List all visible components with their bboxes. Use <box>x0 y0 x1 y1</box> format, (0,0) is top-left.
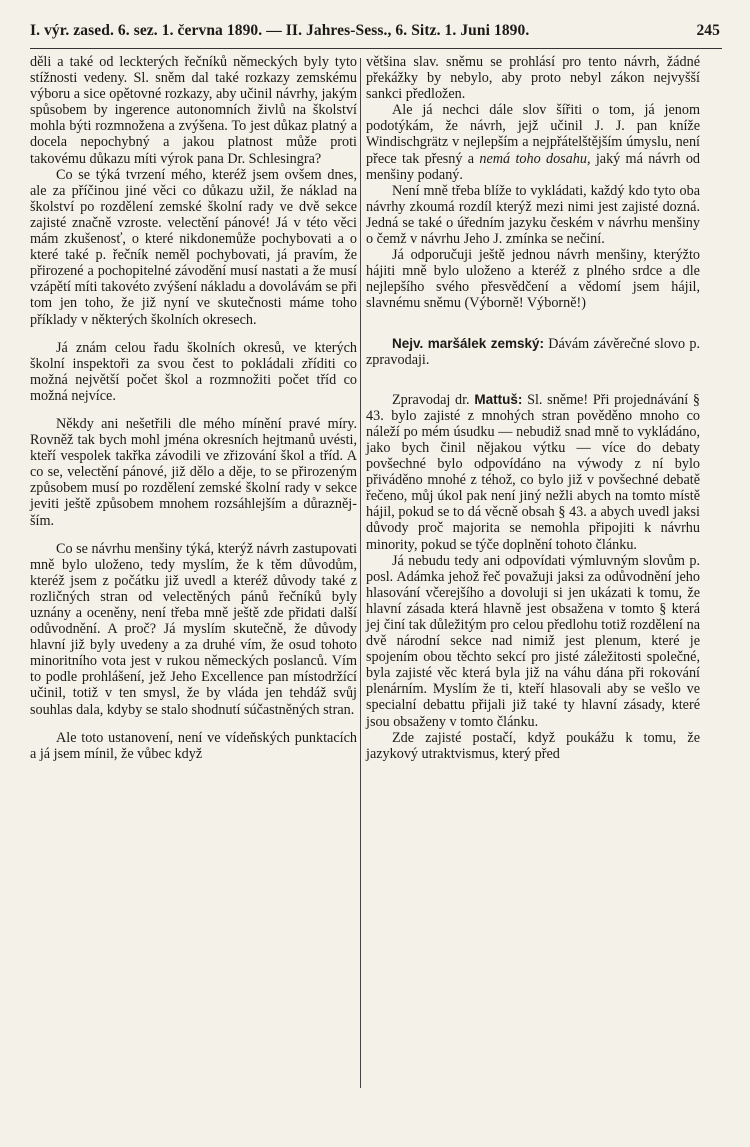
paragraph <box>366 102 700 182</box>
paragraph: Není mně třeba blíže to vykládati, každý kdo tyto oba návrhy zkoumá rozdíl kterýž mezi nimi jest zajisté dozná. Jedná se také o úředním jazyku českém v návrhu menšiny o čemž v návrhu Jeho J. zmínka se nečiní. <box>366 182 700 248</box>
paragraph: Já nebudu tedy ani odpovídati výmluvným slovům p. posl. Adámka jehož řeč považuji jaksi za odůvodnění jeho hlasování včerejšího a dovoluji si jen ukázati k tomu, že hlavní zásada která hlavně jest obsažena v tomto § která jej činí tak důležitým pro celou předlohu totiž rozdělení na dvě národní sekce nad nimiž jest plenum, které je spojením obou těchto sekcí pro jisté záležitosti společné, byla zajisté věc která byla již na váhu dána při rokování plenárním. Myslím že ti, kteří hlasovali aby se vešlo ve specialní debattu přijali již také ty hlavní zásady, které jsou obsaženy v tomto článku. <box>366 552 700 730</box>
speech-text: Dávám závěrečné slovo p. zpravodaji. <box>366 335 700 368</box>
speaker-name: Nejv. maršálek zemský: <box>392 335 544 351</box>
speech-text: Sl. sněme! Při projednávání § 43. bylo zajisté z mnohých stran pověděno mnoho co náleží po mém úsudku — nebudiž snad mně to vykládáno, jako bych činil nějakou výtku — více do debaty povšechné bylo odpovídáno na výwody z ní bylo přiváděno mnohé z téhož, co bylo již v povšechné debatě řečeno, můj úkol pak není jiný nežli abych na tomto místě hájil, pokud se to dá věcně obsah § 43. a abych uvedl jaksi důvody proč majorita se nemohla připojiti k návrhu minority, pokud se týče doplnění tohoto článku. <box>366 391 701 553</box>
paragraph: Já odporučuji ještě jednou návrh menšiny, kterýžto hájiti mně bylo uloženo a kteréž z plného srdce a dle nejlepšího svého přesvědčení a vědomí jsem hájil, slavnému sněmu (Výborně! Výborně!) <box>366 247 700 312</box>
left-column <box>30 54 357 762</box>
paragraph: Někdy ani nešetřili dle mého mínění pravé míry. Rovněž tak bych mohl jména okresních hejtmanů uvésti, kteří vespolek takřka závodili ve zřizování škol a tříd. A co se, velectění pánové, již dělo a děje, to se přirozeným způsobem musí po rozdělení zemské školní rady v sekce jeviti ještě způsobem mnohem rozsáhlejším a důraznějším. <box>30 415 357 529</box>
paragraph: Co se návrhu menšiny týká, kterýž návrh zastupovati mně bylo uloženo, tedy myslím, že k těm důvodům, kteréž jsem z počátku již uvedl a kteréž důvody také z rozličných stran od velectěných pánů řečníků byly uznány a oceněny, není třeba mně ještě zde přidati další odůvodnění. A proč? Já myslím skutečně, že důvody hlavní již byly uvedeny a za druhé vím, že osud tohoto minoritního vota jest v rukou německých poslanců. Vím to podle prohlášení, jež Jeho Excellence pan místodržící učinil, totiž v ten smysl, že by vláda jen tehdáž svůj souhlas dala, kdyby se stalo shodnutí súčastněných stran. <box>30 540 358 718</box>
column-divider <box>360 58 361 1088</box>
paragraph: Zde zajisté postačí, když poukážu k tomu, že jazykový utraktvismus, který před <box>366 729 700 762</box>
paragraph-text: Ale já nechci dále slov šířiti o tom, já jenom podotýkám, že návrh, jejž učinil J. J. pan kníže Windischgrätz v nejlepším a nejpřátelštějším úmyslu, není přece tak přesný a <box>366 102 700 167</box>
header-rule <box>30 48 722 49</box>
paragraph: Já znám celou řadu školních okresů, ve kterých školní inspektoři za svou čest to pokládali zříditi co možná největší počet škol a rozmnožiti počet tříd co možná nejvíce. <box>30 339 357 404</box>
speaker-title: Zpravodaj dr. <box>392 391 470 408</box>
right-column <box>366 54 700 762</box>
paragraph: děli a také od leckterých řečníků německých byly tyto stížnosti vedeny. Sl. sněm dal také rozkazy zemskému výboru a sice opětovné rozkazy, aby učinil návrhy, jakým spůsobem by ingerence autonomních živlů na školství mohla býti rozmnožena a zvýšena. To jest důkaz platný a docela nepochybný a jakou platnost může proti takovému důkazu míti výrok pana Dr. Schlesingra? <box>30 54 357 167</box>
speech-marshal <box>366 336 700 368</box>
paragraph-text: jaký má návrh od menšiny podaný. <box>366 150 701 183</box>
speech-rapporteur <box>366 392 700 553</box>
paragraph: většina slav. sněmu se prohlásí pro tento návrh, žádné překážky by nebylo, aby proto nebyl zákon nejvyšší sankci předložen. <box>366 54 700 103</box>
speaker-name: Mattuš: <box>474 391 523 407</box>
paragraph: Co se týká tvrzení mého, kteréž jsem ovšem dnes, ale za příčinou jiné věci co důkazu užil, že náklad na školství po rozdělení zemské školní rady ve dvě sekce zajisté značně vzroste. velectění pánové! Já v této věci mám zkušenosť, o které nikdonemůže pochybovati a o které také p. řečník neměl pochybovati, já pravím, že přirozené a pochopitelné závodění musí nastati a že musí vzápětí míti takovéto zvýšení nákladu a dovolávám se při tom jen toho, že již nyní ve skutečnosti máme toho příklady v některých školních okresech. <box>30 166 357 328</box>
emphasis-text: nemá toho dosahu, <box>479 150 591 167</box>
header-title: I. výr. zased. 6. sez. 1. června 1890. — II. Jahres-Sess., 6. Sitz. 1. Juni 1890. <box>30 22 530 39</box>
paragraph: Ale toto ustanovení, není ve vídeňských punktacích a já jsem mínil, že vůbec když <box>30 729 357 762</box>
page-number: 245 <box>696 22 720 39</box>
